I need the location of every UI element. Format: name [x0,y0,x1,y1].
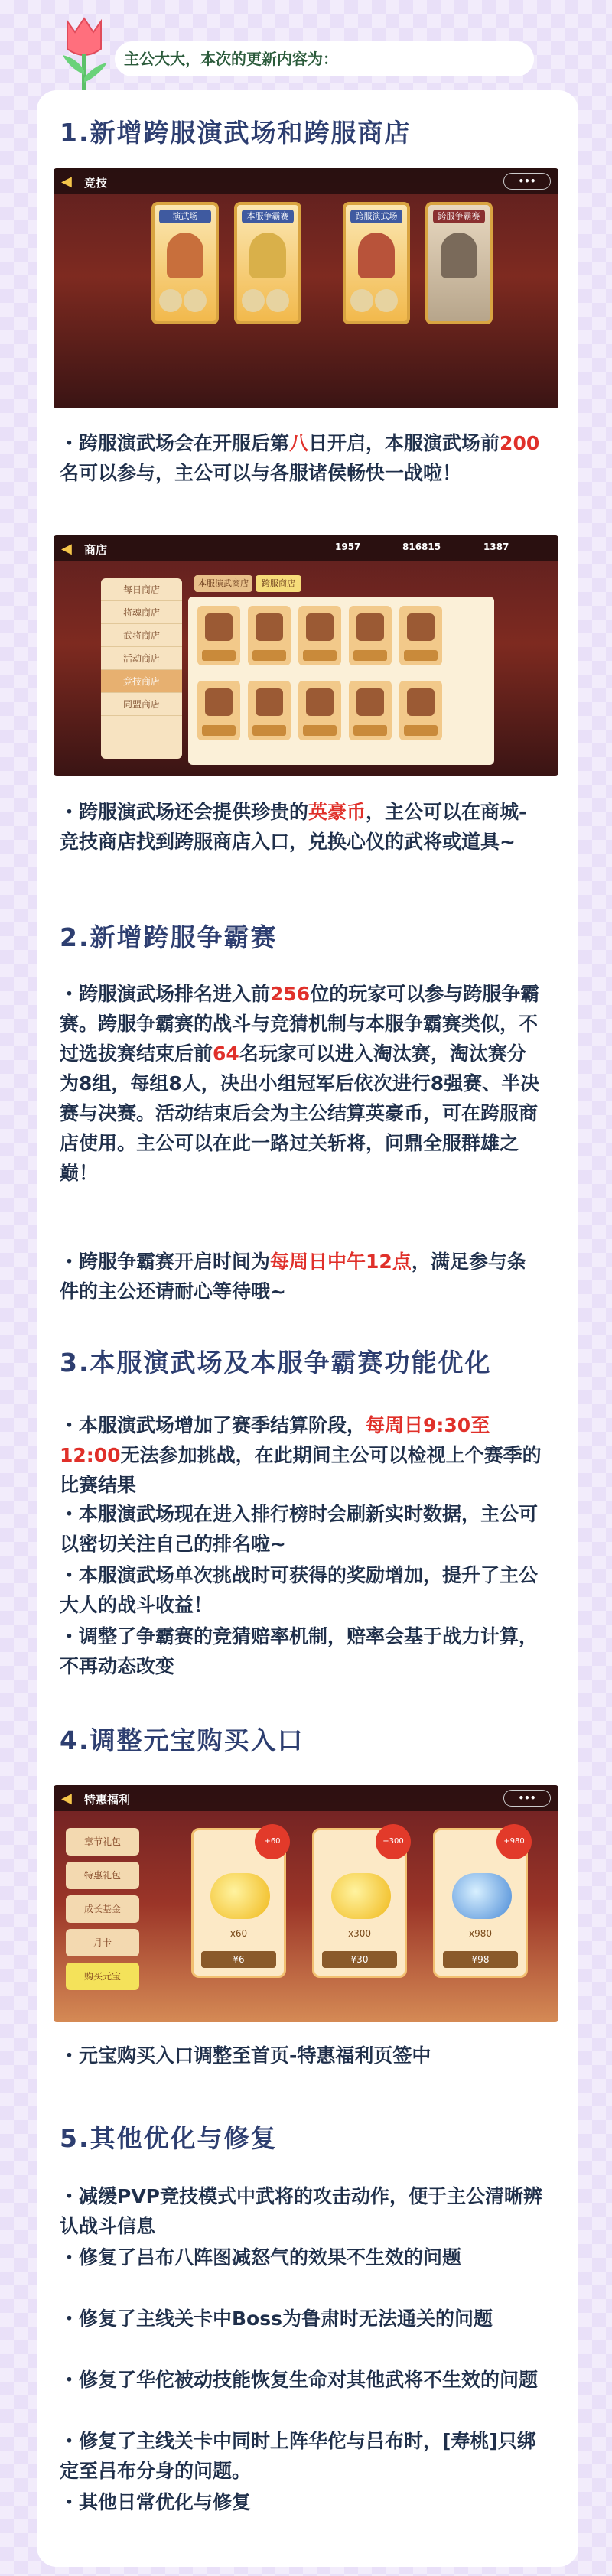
hero-portrait [358,233,395,278]
shop-tab[interactable]: 将魂商店 [101,601,182,624]
section3-paragraph1: ・本服演武场增加了赛季结算阶段，每周日9:30至12:00无法参加挑战，在此期间主公可以检视上个赛季的比赛结果 [60,1414,542,1496]
shop-item[interactable] [399,681,442,740]
section1-paragraph2: ・跨服演武场还会提供珍贵的英豪币，主公可以在商城-竞技商店找到跨服商店入口，兑换心仪的武将或道具~ [60,801,527,853]
gold-ingot-icon [452,1873,512,1919]
bonus-badge: +60 [255,1824,290,1859]
shop-stat-3: 1387 [483,542,509,552]
shop-item[interactable] [197,681,240,740]
section5-paragraph1: ・减缓PVP竞技模式中武将的攻击动作，便于主公清晰辨认战斗信息 [60,2185,542,2237]
screenshot-arena [54,168,558,408]
section1-paragraph1: ・跨服演武场会在开服后第八日开启，本服演武场前200名可以参与，主公可以与各服诸侯畅快一战啦！ [60,432,540,484]
shop-item[interactable] [399,606,442,665]
welfare-tab[interactable]: 月卡 [66,1929,139,1956]
arena-topbar [54,168,558,194]
section2-paragraph1: ・跨服演武场排名进入前256位的玩家可以参与跨服争霸赛。跨服争霸赛的战斗与竞猜机制与本服争霸赛类似，不过选拔赛结束后前64名玩家可以进入淘汰赛，淘汰赛分为8组，每组8人，决出小组冠军后依次进行8强赛、半决赛与决赛。活动结束后会为主公结算英豪币，可在跨服商店使用。主公可以在此一路过关斩将，问鼎全服群雄之巅！ [60,983,540,1184]
section2-paragraph2: ・跨服争霸赛开启时间为每周日中午12点，满足参与条件的主公还请耐心等待哦~ [60,1251,526,1303]
pack-price-button[interactable]: ¥30 [322,1951,397,1968]
section3-paragraph2: ・本服演武场现在进入排行榜时会刷新实时数据，主公可以密切关注自己的排名啦~ [60,1503,539,1555]
arena-card-label: 演武场 [159,210,211,223]
shop-tab[interactable]: 活动商店 [101,647,182,670]
screenshot-shop [54,535,558,776]
section5-paragraph3: ・修复了主线关卡中Boss为鲁肃时无法通关的问题 [60,2308,493,2330]
page-header [0,0,612,99]
gold-pack-3[interactable] [433,1828,528,1978]
more-dots-icon[interactable]: ••• [503,173,551,190]
welfare-tab[interactable]: 购买元宝 [66,1963,139,1990]
section-title-4: 4.调整元宝购买入口 [60,1725,304,1755]
section5-paragraph5: ・修复了主线关卡中同时上阵华佗与吕布时，[寿桃]只绑定至吕布分身的问题。 [60,2430,536,2482]
arena-card-1[interactable] [151,202,219,324]
back-arrow-icon[interactable]: ◀ [61,174,72,190]
rank-icon [184,289,207,312]
shop-item[interactable] [349,606,392,665]
shop-side-tabs [101,578,182,759]
shop-subtab[interactable]: 跨服商店 [256,575,301,592]
shop-tab[interactable]: 武将商店 [101,624,182,647]
more-dots-icon[interactable]: ••• [503,1790,551,1807]
welfare-tab[interactable]: 成长基金 [66,1895,139,1923]
rank-icon [266,289,289,312]
shop-tab[interactable]: 每日商店 [101,578,182,601]
section4-paragraph1: ・元宝购买入口调整至首页-特惠福利页签中 [60,2044,431,2067]
arena-card-4[interactable] [425,202,493,324]
reward-icon [159,289,182,312]
arena-card-label: 跨服演武场 [350,210,402,223]
pack-price-button[interactable]: ¥6 [201,1951,276,1968]
welfare-tab[interactable]: 章节礼包 [66,1828,139,1856]
section5-paragraph2: ・修复了吕布八阵图减怒气的效果不生效的问题 [60,2246,462,2269]
shop-tab[interactable]: 同盟商店 [101,693,182,716]
section-title-3: 3.本服演武场及本服争霸赛功能优化 [60,1348,492,1377]
screenshot-welfare [54,1785,558,2022]
welfare-tab[interactable]: 特惠礼包 [66,1862,139,1889]
shop-item-grid [188,597,494,765]
section-title-2: 2.新增跨服争霸赛 [60,922,278,952]
gold-pack-2[interactable] [312,1828,407,1978]
arena-card-label: 跨服争霸赛 [433,210,485,223]
tulip-icon [54,14,115,99]
back-arrow-icon[interactable]: ◀ [61,541,72,557]
shop-item[interactable] [298,606,341,665]
shop-item[interactable] [349,681,392,740]
shop-item[interactable] [197,606,240,665]
shop-item[interactable] [248,681,291,740]
shop-subtab[interactable]: 本服演武商店 [194,575,252,592]
rank-icon [375,289,398,312]
gold-ingot-icon [331,1873,391,1919]
section-title-1: 1.新增跨服演武场和跨服商店 [60,118,412,148]
gold-ingot-icon [210,1873,270,1919]
section-title-5: 5.其他优化与修复 [60,2123,278,2153]
shop-item[interactable] [298,681,341,740]
shop-stat-1: 1957 [335,542,361,552]
section5-paragraph6: ・其他日常优化与修复 [60,2491,252,2513]
section5-paragraph4: ・修复了华佗被动技能恢复生命对其他武将不生效的问题 [60,2369,539,2391]
bonus-badge: +980 [496,1824,532,1859]
welfare-title: 特惠福利 [84,1793,131,1807]
arena-title: 竞技 [84,176,108,190]
shop-tab[interactable]: 竞技商店 [101,670,182,693]
shop-title: 商店 [84,543,108,557]
hero-portrait [167,233,203,278]
pack-amount: x60 [230,1928,248,1939]
gold-pack-1[interactable] [191,1828,286,1978]
bonus-badge: +300 [376,1824,411,1859]
hero-portrait [249,233,286,278]
pack-amount: x300 [347,1928,371,1939]
reward-icon [242,289,265,312]
section3-paragraph4: ・调整了争霸赛的竞猜赔率机制，赔率会基于战力计算，不再动态改变 [60,1625,539,1677]
arena-card-2[interactable] [234,202,301,324]
welfare-topbar [54,1785,558,1811]
welfare-tabs [66,1828,139,1982]
arena-card-label: 本服争霸赛 [242,210,294,223]
pack-amount: x980 [468,1928,492,1939]
lock-icon [441,233,477,278]
shop-topbar [54,535,558,561]
intro-text: 主公大大，本次的更新内容为： [115,41,534,76]
arena-card-3[interactable] [343,202,410,324]
shop-stat-2: 816815 [402,542,441,552]
back-arrow-icon[interactable]: ◀ [61,1791,72,1807]
pack-price-button[interactable]: ¥98 [443,1951,518,1968]
shop-item[interactable] [248,606,291,665]
section3-paragraph3: ・本服演武场单次挑战时可获得的奖励增加，提升了主公大人的战斗收益！ [60,1564,539,1616]
reward-icon [350,289,373,312]
